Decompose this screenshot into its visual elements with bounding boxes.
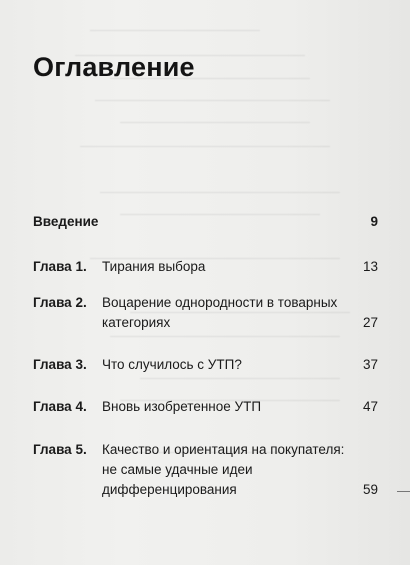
toc-entry-title: Тирания выбора (102, 259, 206, 274)
toc-entry-page: 13 (362, 259, 378, 274)
toc-entry-page: 47 (362, 399, 378, 414)
page-edge-mark (397, 491, 410, 492)
toc-entry-page: 59 (362, 482, 378, 497)
toc-entry-title: Качество и ориентация на покупателя: не самые удачные идеи дифференцирования (102, 442, 345, 497)
toc-entry-title: Воцарение однородности в товарных категориях (102, 295, 338, 330)
toc-entry-title: Что случилось с УТП? (102, 357, 242, 372)
toc-entry-label: Глава 2. (33, 295, 87, 310)
toc-entry-label: Глава 1. (33, 259, 87, 274)
toc-entry-page: 37 (362, 357, 378, 372)
toc-entry-label: Глава 3. (33, 357, 87, 372)
toc-entry-label: Глава 5. (33, 442, 87, 457)
toc-entry-label: Введение (33, 214, 99, 229)
toc-entry-label: Глава 4. (33, 399, 87, 414)
toc-entry-page: 27 (362, 315, 378, 330)
toc-entry-page: 9 (370, 214, 378, 229)
page-title: Оглавление (33, 52, 195, 82)
toc-entry-title: Вновь изобретенное УТП (102, 399, 262, 414)
